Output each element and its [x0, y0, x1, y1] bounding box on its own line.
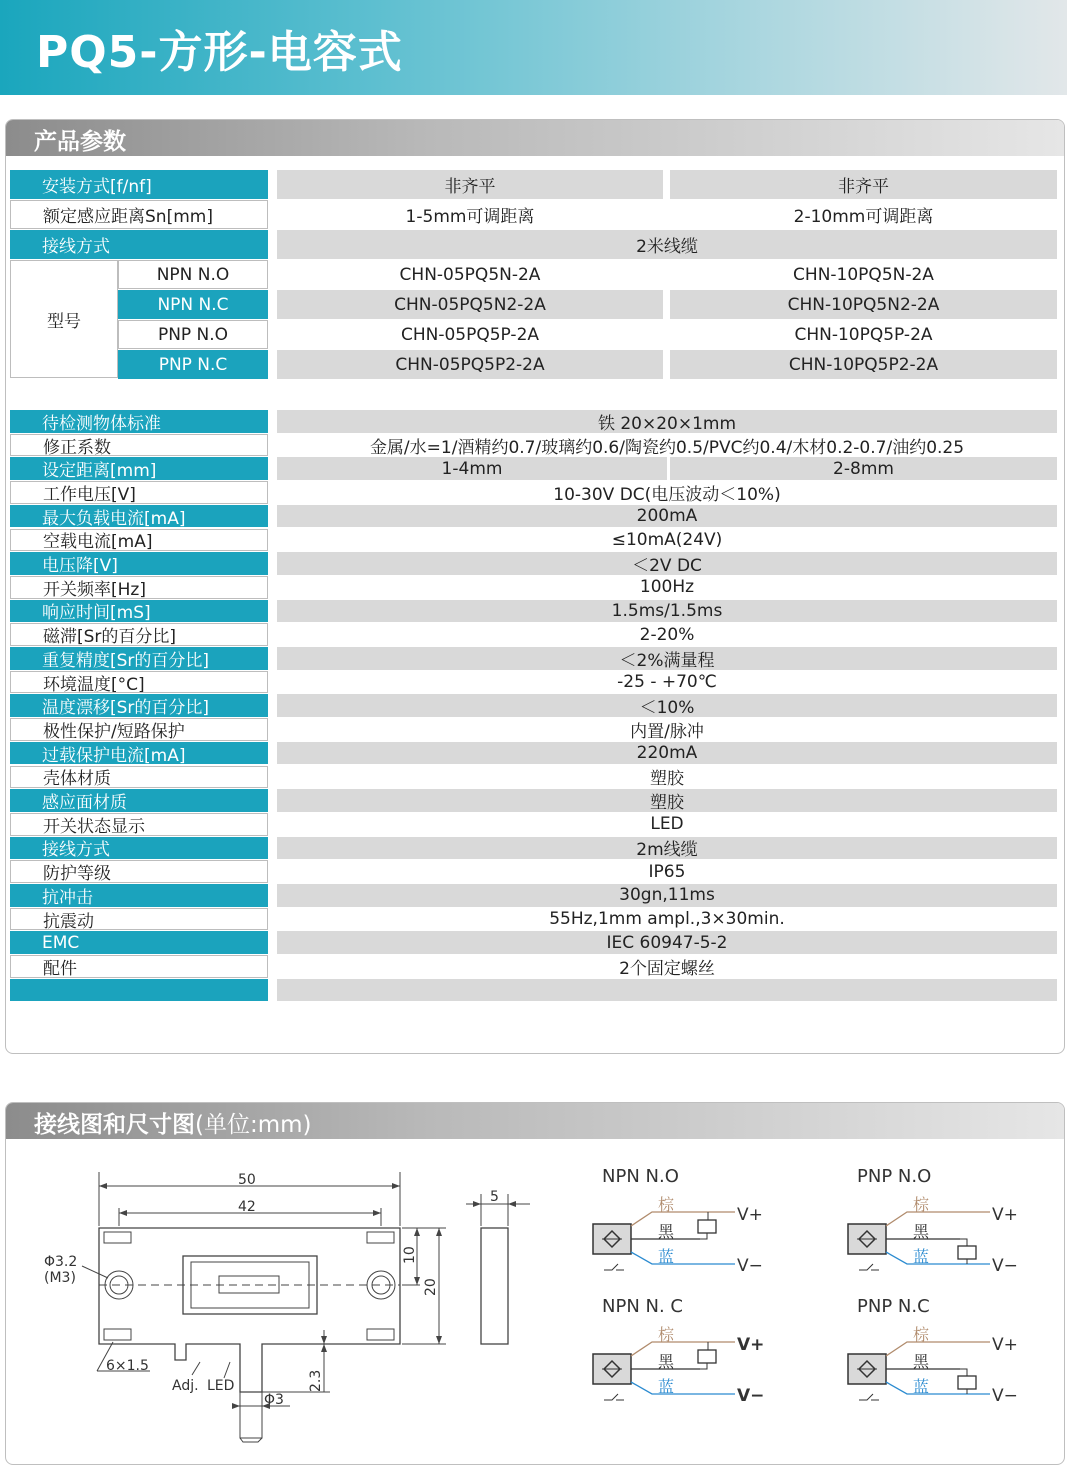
page-title: PQ5-方形-电容式 — [36, 27, 403, 78]
spec-value: 200mA — [277, 505, 1057, 528]
params-section-title: 产品参数 — [34, 129, 126, 155]
wire-brown-label: 棕 — [658, 1195, 675, 1214]
spec-value: 2-20% — [277, 623, 1057, 646]
dim-offset: 2.3 — [308, 1369, 324, 1392]
spec-label: 空载电流[mA] — [10, 529, 268, 552]
vminus-label: V− — [992, 1386, 1018, 1406]
wiring-value: 2米线缆 — [277, 230, 1057, 259]
wiring-title: PNP N.O — [857, 1166, 932, 1187]
range-b: 2-10mm可调距离 — [670, 200, 1057, 229]
spec-label: 最大负载电流[mA] — [10, 505, 268, 528]
install-a: 非齐平 — [277, 170, 663, 199]
spec-label: 修正系数 — [10, 434, 268, 457]
model-code-a: CHN-05PQ5P-2A — [277, 320, 663, 349]
wiring-diagram — [590, 1290, 810, 1415]
spec-value: 铁 20×20×1mm — [277, 410, 1057, 433]
spec-label: 开关状态显示 — [10, 813, 268, 836]
vminus-label: V− — [737, 1256, 763, 1276]
spec-label: 抗震动 — [10, 908, 268, 931]
range-label: 额定感应距离Sn[mm] — [10, 200, 268, 229]
spec-label: EMC — [10, 931, 268, 954]
wire-black-label: 黑 — [658, 1222, 675, 1241]
spec-label: 防护等级 — [10, 860, 268, 883]
spec-label: 温度漂移[Sr的百分比] — [10, 694, 268, 717]
spec-label: 配件 — [10, 955, 268, 978]
spec-value: 30gn,11ms — [277, 884, 1057, 907]
dim-led: LED — [207, 1378, 235, 1394]
wiring-title: NPN N.O — [602, 1166, 679, 1187]
spec-label: 壳体材质 — [10, 766, 268, 789]
model-code-b: CHN-10PQ5N2-2A — [670, 290, 1057, 319]
wire-blue-label: 蓝 — [658, 1247, 675, 1266]
spec-value: ＜2V DC — [277, 552, 1057, 575]
spec-label: 重复精度[Sr的百分比] — [10, 647, 268, 670]
dim-hole: Φ3.2 — [44, 1254, 78, 1270]
vplus-label: V+ — [737, 1335, 765, 1355]
spec-value: 塑胶 — [277, 789, 1057, 812]
dim-height-half: 10 — [402, 1246, 418, 1264]
spec-label: 过载保护电流[mA] — [10, 742, 268, 765]
dim-hole-span: 42 — [238, 1199, 256, 1215]
dim-hole-thread: (M3) — [44, 1270, 76, 1286]
vminus-label: V− — [992, 1256, 1018, 1276]
model-type: NPN N.C — [118, 290, 268, 319]
vplus-label: V+ — [992, 1205, 1018, 1225]
wiring-diagram — [845, 1290, 1065, 1415]
spec-value: IP65 — [277, 860, 1057, 883]
spec-label: 抗冲击 — [10, 884, 268, 907]
spec-value: 内置/脉冲 — [277, 718, 1057, 741]
spec-value: ＜2%满量程 — [277, 647, 1057, 670]
spec-label: 工作电压[V] — [10, 481, 268, 504]
spec-value: IEC 60947-5-2 — [277, 931, 1057, 954]
model-code-b: CHN-10PQ5P2-2A — [670, 350, 1057, 379]
model-type: NPN N.O — [118, 260, 268, 289]
wire-blue-label: 蓝 — [658, 1377, 675, 1396]
dim-slot: 6×1.5 — [106, 1358, 149, 1374]
wiring-label: 接线方式 — [10, 230, 268, 259]
model-code-b: CHN-10PQ5P-2A — [670, 320, 1057, 349]
install-b: 非齐平 — [670, 170, 1057, 199]
spec-value-b: 2-8mm — [670, 457, 1057, 480]
wire-black-label: 黑 — [913, 1352, 930, 1371]
spec-label: 环境温度[°C] — [10, 671, 268, 694]
spec-value: -25 - +70℃ — [277, 671, 1057, 694]
spec-label: 开关频率[Hz] — [10, 576, 268, 599]
spec-label: 响应时间[mS] — [10, 600, 268, 623]
model-code-b: CHN-10PQ5N-2A — [670, 260, 1057, 289]
model-code-a: CHN-05PQ5N2-2A — [277, 290, 663, 319]
dim-adj: Adj. — [172, 1378, 199, 1394]
spec-value: 2m线缆 — [277, 837, 1057, 860]
spec-label: 磁滞[Sr的百分比] — [10, 623, 268, 646]
spec-label: 电压降[V] — [10, 552, 268, 575]
spec-value: 塑胶 — [277, 766, 1057, 789]
spec-label: 待检测物体标准 — [10, 410, 268, 433]
model-code-a: CHN-05PQ5P2-2A — [277, 350, 663, 379]
spec-value: 220mA — [277, 742, 1057, 765]
spec-label: 极性保护/短路保护 — [10, 718, 268, 741]
wiring-diagram — [845, 1160, 1065, 1285]
wire-brown-label: 棕 — [658, 1325, 675, 1344]
diagram-section-title: 接线图和尺寸图(单位:mm) — [34, 1112, 312, 1138]
wiring-title: NPN N. C — [602, 1296, 683, 1317]
spec-value: 金属/水=1/酒精约0.7/玻璃约0.6/陶瓷约0.5/PVC约0.4/木材0.2-0.7/油约0.25 — [277, 434, 1057, 457]
model-type: PNP N.O — [118, 320, 268, 349]
spec-value: 55Hz,1mm ampl.,3×30min. — [277, 908, 1057, 931]
model-code-a: CHN-05PQ5N-2A — [277, 260, 663, 289]
wire-black-label: 黑 — [913, 1222, 930, 1241]
spec-value: 10-30V DC(电压波动＜10%) — [277, 481, 1057, 504]
spec-value: 100Hz — [277, 576, 1057, 599]
model-type: PNP N.C — [118, 350, 268, 379]
spec-value: 2个固定螺丝 — [277, 955, 1057, 978]
wire-brown-label: 棕 — [913, 1195, 930, 1214]
dim-width: 50 — [238, 1172, 256, 1188]
spec-label: 接线方式 — [10, 837, 268, 860]
dim-height: 20 — [423, 1278, 439, 1296]
wire-black-label: 黑 — [658, 1352, 675, 1371]
range-a: 1-5mm可调距离 — [277, 200, 663, 229]
wiring-diagram — [590, 1160, 810, 1285]
vplus-label: V+ — [737, 1205, 763, 1225]
wire-brown-label: 棕 — [913, 1325, 930, 1344]
wire-blue-label: 蓝 — [913, 1377, 930, 1396]
wire-blue-label: 蓝 — [913, 1247, 930, 1266]
model-label: 型号 — [10, 260, 118, 378]
vminus-label: V− — [737, 1386, 765, 1406]
spec-value: ≤10mA(24V) — [277, 529, 1057, 552]
spec-value: LED — [277, 813, 1057, 836]
dim-cable: Φ3 — [264, 1392, 284, 1408]
spec-label: 设定距离[mm] — [10, 457, 268, 480]
wiring-title: PNP N.C — [857, 1296, 930, 1317]
spec-value: ＜10% — [277, 694, 1057, 717]
dim-thickness: 5 — [490, 1189, 499, 1205]
spec-value-a: 1-4mm — [277, 457, 667, 480]
spec-label: 感应面材质 — [10, 789, 268, 812]
install-label: 安装方式[f/nf] — [10, 170, 268, 199]
spec-value: 1.5ms/1.5ms — [277, 600, 1057, 623]
vplus-label: V+ — [992, 1335, 1018, 1355]
